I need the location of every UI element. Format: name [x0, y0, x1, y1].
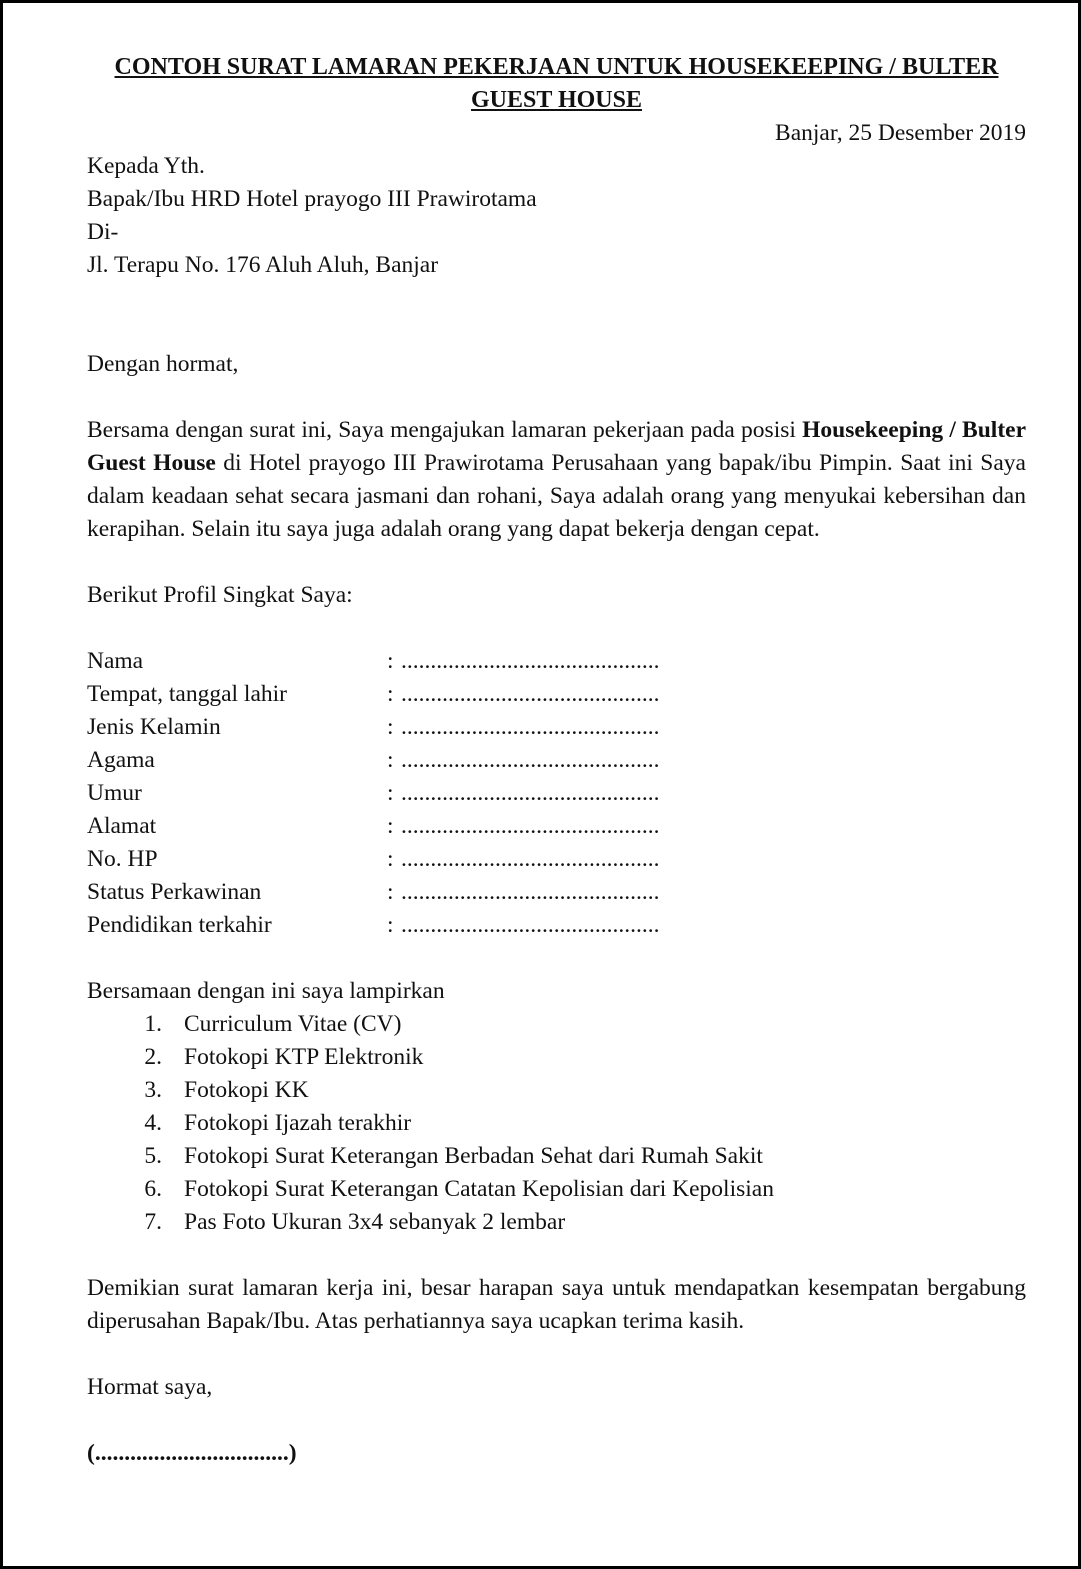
body-continuation: di Hotel prayogo III Prawirotama Perusahaan yang bapak/ibu Pimpin. Saat ini Saya dalam keadaan sehat secara jasmani dan rohani, Saya adalah orang yang menyukai kebersihan dan kerapihan. Selain itu saya juga adalah orang yang dapat bekerja dengan cepat. [87, 450, 1026, 542]
profile-row [87, 678, 1026, 711]
profile-value-placeholder: ............................................ [401, 813, 660, 839]
attachment-text: Curriculum Vitae (CV) [184, 1011, 402, 1037]
profile-row [87, 909, 1026, 942]
profile-separator: : [387, 714, 394, 740]
profile-separator: : [387, 813, 394, 839]
attachment-number: 7. [144, 1209, 162, 1235]
profile-label: Umur [87, 780, 142, 806]
body-intro: Bersama dengan surat ini, Saya mengajukan lamaran pekerjaan pada posisi [87, 417, 803, 443]
profile-row [87, 744, 1026, 777]
attachments-heading: Bersamaan dengan ini saya lampirkan [87, 978, 445, 1004]
attachment-text: Fotokopi Ijazah terakhir [184, 1110, 412, 1136]
attachment-text: Fotokopi KTP Elektronik [184, 1044, 424, 1070]
attachment-item [87, 1140, 1026, 1173]
recipient-address: Jl. Terapu No. 176 Aluh Aluh, Banjar [87, 252, 439, 278]
title-line-2: GUEST HOUSE [471, 87, 642, 113]
attachment-item [87, 1008, 1026, 1041]
attachment-number: 3. [144, 1077, 162, 1103]
profile-label: Nama [87, 648, 144, 674]
attachment-number: 5. [144, 1143, 162, 1169]
profile-value-placeholder: ............................................ [401, 879, 660, 905]
attachment-item [87, 1173, 1026, 1206]
attachment-item [87, 1206, 1026, 1239]
profile-row [87, 645, 1026, 678]
profile-separator: : [387, 879, 394, 905]
profile-label: Alamat [87, 813, 157, 839]
profile-value-placeholder: ............................................ [401, 747, 660, 773]
attachment-text: Fotokopi KK [184, 1077, 309, 1103]
recipient-di: Di- [87, 219, 119, 245]
profile-label: Agama [87, 747, 155, 773]
attachment-text: Fotokopi Surat Keterangan Berbadan Sehat dari Rumah Sakit [184, 1143, 763, 1169]
profile-row [87, 777, 1026, 810]
profile-separator: : [387, 846, 394, 872]
profile-value-placeholder: ............................................ [401, 780, 660, 806]
signature-placeholder: (.................................) [87, 1440, 297, 1466]
attachment-text: Fotokopi Surat Keterangan Catatan Kepolisian dari Kepolisian [184, 1176, 774, 1202]
greeting: Dengan hormat, [87, 351, 239, 377]
profile-heading: Berikut Profil Singkat Saya: [87, 582, 353, 608]
signoff: Hormat saya, [87, 1374, 213, 1400]
profile-label: Pendidikan terkahir [87, 912, 272, 938]
attachment-text: Pas Foto Ukuran 3x4 sebanyak 2 lembar [184, 1209, 566, 1235]
document-title [87, 51, 1026, 117]
profile-value-placeholder: ............................................ [401, 648, 660, 674]
profile-label: No. HP [87, 846, 158, 872]
profile-separator: : [387, 681, 394, 707]
profile-separator: : [387, 780, 394, 806]
title-line-1: CONTOH SURAT LAMARAN PEKERJAAN UNTUK HOUSEKEEPING / BULTER [114, 54, 999, 80]
profile-label: Tempat, tanggal lahir [87, 681, 287, 707]
profile-table [87, 645, 1026, 942]
closing-paragraph: Demikian surat lamaran kerja ini, besar harapan saya untuk mendapatkan kesempatan bergabung diperusahan Bapak/Ibu. Atas perhatiannya saya ucapkan terima kasih. [87, 1275, 1026, 1334]
attachment-number: 4. [144, 1110, 162, 1136]
body-position: Housekeeping / Bulter Guest House [87, 417, 1027, 476]
attachment-item [87, 1074, 1026, 1107]
attachment-number: 2. [144, 1044, 162, 1070]
profile-row [87, 843, 1026, 876]
profile-value-placeholder: ............................................ [401, 846, 660, 872]
profile-value-placeholder: ............................................ [401, 681, 660, 707]
profile-value-placeholder: ............................................ [401, 912, 660, 938]
attachments-list [87, 1008, 1026, 1239]
profile-label: Status Perkawinan [87, 879, 262, 905]
profile-label: Jenis Kelamin [87, 714, 221, 740]
attachment-number: 6. [144, 1176, 162, 1202]
profile-row [87, 810, 1026, 843]
profile-separator: : [387, 648, 394, 674]
recipient-salutation: Kepada Yth. [87, 153, 205, 179]
body-paragraph [87, 414, 1026, 546]
profile-value-placeholder: ............................................ [401, 714, 660, 740]
letter-page [87, 51, 1026, 1470]
profile-separator: : [387, 912, 394, 938]
attachment-number: 1. [144, 1011, 162, 1037]
profile-row [87, 876, 1026, 909]
profile-row [87, 711, 1026, 744]
attachment-item [87, 1107, 1026, 1140]
attachment-item [87, 1041, 1026, 1074]
recipient-name: Bapak/Ibu HRD Hotel prayogo III Prawirotama [87, 186, 537, 212]
profile-separator: : [387, 747, 394, 773]
recipient-block [87, 150, 1026, 282]
letter-date: Banjar, 25 Desember 2019 [775, 120, 1026, 146]
